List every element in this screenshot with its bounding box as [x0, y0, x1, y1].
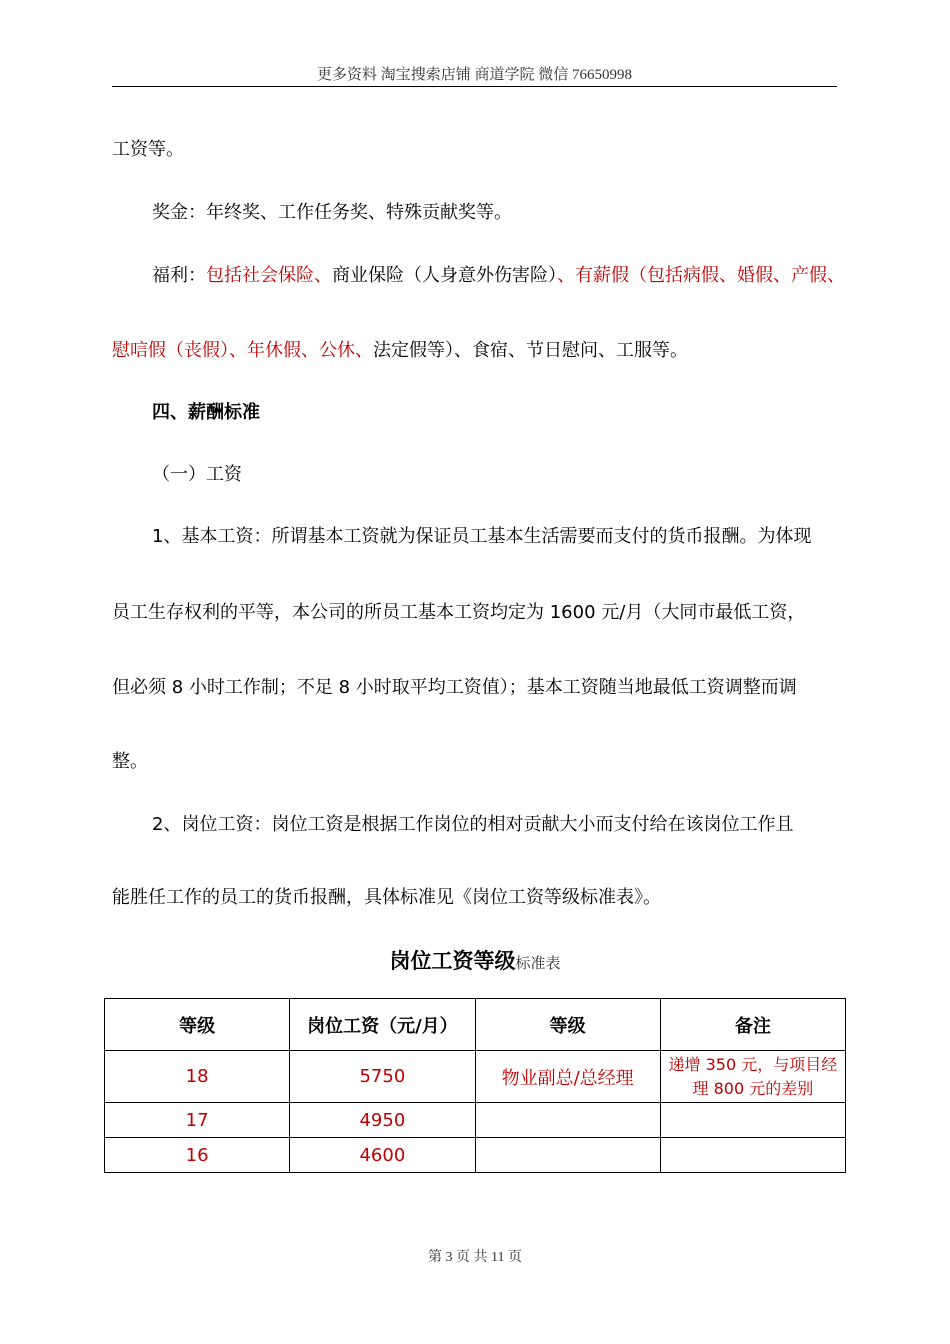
welfare-line [152, 263, 882, 289]
cell-grade: 17 [105, 1103, 290, 1138]
table-header-row [105, 999, 846, 1051]
header-wage: 岗位工资（元/月） [290, 999, 475, 1051]
cell-wage: 5750 [290, 1051, 475, 1103]
sub-heading: （一）工资 [152, 464, 242, 485]
cell-note: 递增 350 元，与项目经理 800 元的差别 [660, 1051, 845, 1103]
position-wage-line-1: 2、岗位工资：岗位工资是根据工作岗位的相对贡献大小而支付给在该岗位工作且 [152, 814, 794, 835]
cell-position [475, 1103, 660, 1138]
table-row [105, 1051, 846, 1103]
cell-wage: 4950 [290, 1103, 475, 1138]
table-title-main: 岗位工资等级 [389, 949, 516, 973]
table-row [105, 1103, 846, 1138]
header-divider [112, 86, 837, 87]
page-footer: 第 3 页 共 11 页 [428, 1250, 522, 1265]
table-row [105, 1138, 846, 1173]
basic-wage-line-3: 但必须 8 小时工作制；不足 8 小时取平均工资值）；基本工资随当地最低工资调整而调 [112, 677, 797, 698]
cell-note [660, 1103, 845, 1138]
basic-wage-line-1: 1、基本工资：所谓基本工资就为保证员工基本生活需要而支付的货币报酬。为体现 [152, 526, 812, 547]
welfare-leave-types: 慰唁假（丧假）、年休假、公休、 [112, 340, 373, 361]
header-position: 等级 [475, 999, 660, 1051]
wage-grade-table [104, 998, 846, 1173]
welfare-paid-leave: 、有薪假（包括病假、婚假、产假、 [557, 265, 845, 286]
bonus-line: 奖金：年终奖、工作任务奖、特殊贡献奖等。 [152, 202, 512, 223]
header-grade: 等级 [105, 999, 290, 1051]
cell-wage: 4600 [290, 1138, 475, 1173]
body-line-1: 工资等。 [112, 139, 184, 160]
cell-grade: 18 [105, 1051, 290, 1103]
welfare-social-insurance: 包括社会保险、 [206, 265, 332, 286]
position-wage-line-2: 能胜任工作的员工的货币报酬，具体标准见《岗位工资等级标准表》。 [112, 887, 661, 908]
basic-wage-line-2: 员工生存权利的平等，本公司的所员工基本工资均定为 1600 元/月（大同市最低工资， [112, 602, 806, 623]
cell-position [475, 1138, 660, 1173]
welfare-label: 福利： [152, 265, 206, 286]
header-note: 备注 [660, 999, 845, 1051]
welfare-commercial-insurance: 商业保险（人身意外伤害险） [332, 265, 557, 286]
welfare-other: 法定假等）、食宿、节日慰问、工服等。 [373, 340, 688, 361]
section-heading: 四、薪酬标准 [152, 402, 260, 423]
basic-wage-line-4: 整。 [112, 751, 148, 772]
table-title-suffix: 标准表 [515, 956, 561, 972]
cell-grade: 16 [105, 1138, 290, 1173]
cell-position: 物业副总/总经理 [475, 1051, 660, 1103]
page-header: 更多资料 淘宝搜索店铺 商道学院 微信 76650998 [316, 67, 632, 83]
table-title [0, 945, 950, 975]
welfare-line-cont [112, 338, 842, 364]
cell-note [660, 1138, 845, 1173]
